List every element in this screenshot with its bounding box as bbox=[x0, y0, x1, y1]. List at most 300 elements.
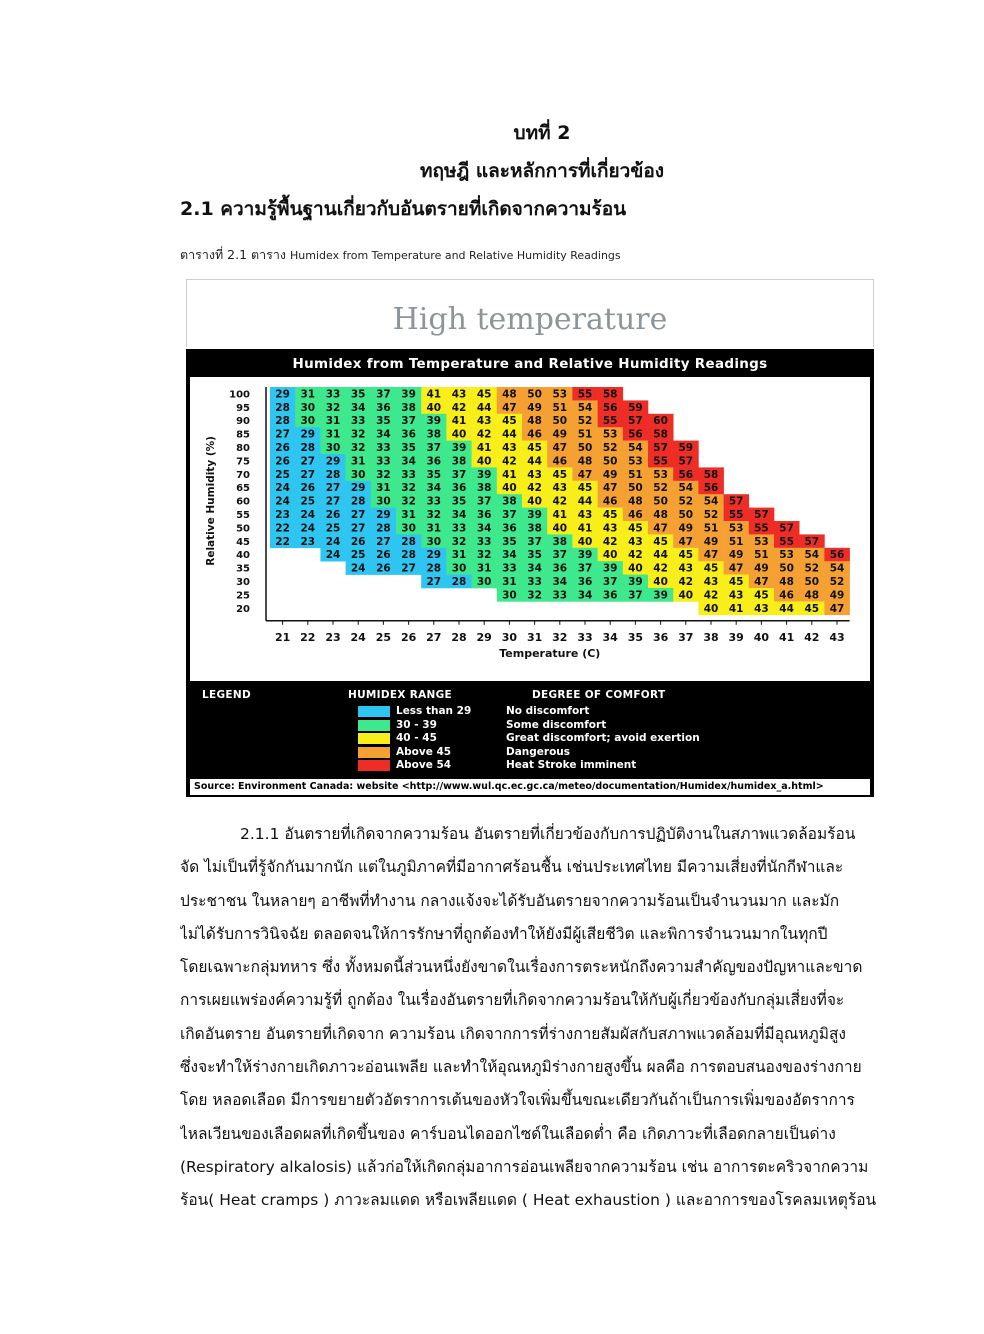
paragraph-line: โดยเฉพาะกลุ่มทหาร ซึ่ง ทั้งหมดนี้ส่วนหนึ่งยังขาดในเรื่องการตระหนักถึงความสำคัญของปัญหาและขาด bbox=[180, 958, 863, 977]
cell-value: 35 bbox=[376, 415, 391, 428]
cell-value: 49 bbox=[728, 549, 744, 562]
legend-range: Less than 29 bbox=[396, 705, 472, 717]
cell-value: 49 bbox=[527, 401, 542, 414]
cell-value: 43 bbox=[728, 589, 744, 602]
cell-value: 33 bbox=[376, 455, 391, 468]
x-tick-label: 40 bbox=[753, 630, 770, 644]
cell-value: 59 bbox=[678, 442, 694, 454]
caption-english: Humidex from Temperature and Relative Humidity Readings bbox=[290, 249, 621, 262]
cell-value: 42 bbox=[527, 482, 542, 495]
x-tick-label: 42 bbox=[804, 630, 820, 644]
cell-value: 38 bbox=[552, 535, 568, 548]
cell-value: 27 bbox=[300, 468, 316, 481]
cell-value: 47 bbox=[653, 522, 668, 535]
y-tick-label: 45 bbox=[236, 536, 250, 548]
cell-value: 42 bbox=[653, 562, 668, 575]
cell-value: 40 bbox=[602, 549, 618, 562]
cell-value: 42 bbox=[703, 589, 719, 602]
cell-value: 57 bbox=[804, 535, 820, 548]
cell-value: 31 bbox=[476, 562, 492, 575]
cell-value: 47 bbox=[502, 401, 517, 414]
y-tick-label: 85 bbox=[236, 429, 250, 441]
cell-value: 30 bbox=[376, 495, 391, 508]
x-tick-label: 43 bbox=[829, 630, 845, 644]
cell-value: 41 bbox=[577, 522, 593, 535]
cell-value: 28 bbox=[275, 401, 290, 414]
cell-value: 34 bbox=[350, 401, 366, 414]
cell-value: 44 bbox=[502, 428, 517, 441]
cell-value: 26 bbox=[376, 549, 391, 562]
cell-value: 24 bbox=[325, 549, 341, 562]
legend-comfort: Dangerous bbox=[506, 745, 571, 758]
cell-value: 24 bbox=[275, 482, 290, 495]
cell-value: 52 bbox=[602, 442, 618, 454]
x-tick-label: 34 bbox=[602, 630, 618, 644]
cell-value: 48 bbox=[804, 589, 820, 602]
cell-value: 38 bbox=[527, 522, 542, 535]
cell-value: 28 bbox=[275, 415, 290, 428]
cell-value: 39 bbox=[401, 388, 416, 401]
cell-value: 32 bbox=[401, 495, 416, 508]
cell-value: 54 bbox=[703, 495, 719, 508]
cell-value: 43 bbox=[577, 509, 593, 521]
cell-value: 41 bbox=[426, 388, 442, 401]
cell-value: 47 bbox=[829, 602, 845, 615]
legend-item bbox=[190, 732, 870, 745]
legend-range: 40 - 45 bbox=[396, 732, 437, 744]
cell-value: 41 bbox=[502, 468, 517, 481]
x-tick-label: 26 bbox=[400, 630, 417, 644]
cell-value: 42 bbox=[502, 455, 517, 468]
cell-value: 52 bbox=[703, 509, 719, 521]
cell-value: 57 bbox=[678, 455, 694, 468]
y-tick-label: 40 bbox=[236, 550, 250, 562]
cell-value: 37 bbox=[527, 535, 542, 548]
cell-value: 30 bbox=[300, 401, 316, 414]
cell-value: 32 bbox=[376, 468, 391, 481]
cell-value: 52 bbox=[653, 482, 668, 495]
cell-value: 34 bbox=[502, 549, 517, 562]
cell-value: 26 bbox=[300, 482, 316, 495]
x-tick-label: 39 bbox=[728, 630, 744, 644]
cell-value: 26 bbox=[275, 455, 290, 468]
cell-value: 25 bbox=[275, 468, 290, 481]
cell-value: 23 bbox=[275, 509, 290, 521]
cell-value: 36 bbox=[426, 455, 442, 468]
cell-value: 33 bbox=[552, 589, 568, 602]
cell-value: 29 bbox=[350, 482, 366, 495]
cell-value: 59 bbox=[628, 401, 643, 414]
y-tick-label: 65 bbox=[236, 483, 250, 495]
cell-value: 40 bbox=[653, 576, 668, 588]
cell-value: 57 bbox=[728, 495, 744, 508]
chapter-title: ทฤษฎี และหลักการที่เกี่ยวข้อง bbox=[419, 160, 665, 182]
cell-value: 41 bbox=[728, 602, 744, 615]
y-tick-label: 55 bbox=[236, 510, 250, 521]
paragraph-line: เกิดอันตราย อันตรายที่เกิดจาก ความร้อน เกิดจากการที่ร่างกายสัมผัสกับสภาพแวดล้อมที่มีอุณหภูมิสูง bbox=[180, 1024, 847, 1043]
cell-value: 44 bbox=[577, 495, 593, 508]
cell-value: 24 bbox=[300, 522, 316, 535]
chart-title: Humidex from Temperature and Relative Humidity Readings bbox=[186, 349, 874, 377]
cell-value: 49 bbox=[703, 535, 719, 548]
cell-value: 39 bbox=[653, 589, 668, 602]
cell-value: 57 bbox=[779, 522, 794, 535]
cell-value: 56 bbox=[829, 549, 845, 562]
cell-value: 36 bbox=[602, 589, 618, 602]
legend-range: Above 45 bbox=[396, 745, 452, 758]
cell-value: 54 bbox=[577, 401, 593, 414]
cell-value: 27 bbox=[401, 562, 416, 575]
cell-value: 30 bbox=[325, 442, 341, 454]
cell-value: 53 bbox=[779, 549, 794, 562]
cell-value: 51 bbox=[628, 468, 643, 481]
humidex-figure bbox=[186, 279, 874, 797]
legend-item bbox=[190, 719, 870, 732]
legend-panel bbox=[190, 683, 870, 779]
cell-value: 51 bbox=[552, 401, 568, 414]
cell-value: 30 bbox=[451, 562, 467, 575]
cell-value: 36 bbox=[376, 401, 391, 414]
cell-value: 43 bbox=[628, 535, 643, 548]
cell-value: 33 bbox=[325, 388, 341, 401]
cell-value: 54 bbox=[628, 442, 643, 454]
cell-value: 49 bbox=[829, 589, 845, 602]
cell-value: 27 bbox=[300, 455, 316, 468]
y-tick-label: 80 bbox=[236, 443, 250, 454]
cell-value: 35 bbox=[426, 468, 442, 481]
cell-value: 46 bbox=[628, 509, 643, 521]
paragraph-line: ไม่ได้รับการวินิจฉัย ตลอดจนให้การรักษาที่ถูกต้องทำให้ยังมีผู้เสียชีวิต และพิการจำนวนมากในทุกปี bbox=[180, 924, 828, 943]
cell-value: 45 bbox=[703, 562, 719, 575]
cell-value: 43 bbox=[602, 522, 618, 535]
cell-value: 31 bbox=[401, 509, 416, 521]
cell-value: 28 bbox=[426, 562, 442, 575]
cell-value: 24 bbox=[275, 495, 290, 508]
y-tick-label: 50 bbox=[236, 523, 250, 535]
cell-value: 34 bbox=[527, 562, 542, 575]
cell-value: 27 bbox=[426, 576, 442, 588]
cell-value: 27 bbox=[275, 428, 290, 441]
cell-value: 39 bbox=[527, 509, 542, 521]
cell-value: 42 bbox=[602, 535, 618, 548]
cell-value: 26 bbox=[275, 442, 290, 454]
cell-value: 33 bbox=[376, 442, 391, 454]
paragraph-line: โดย หลอดเลือด มีการขยายตัวอัตราการเต้นของหัวใจเพิ่มขึ้นขณะเดียวกันถ้าเป็นการเพิ่มของอัตราการ bbox=[180, 1091, 855, 1110]
cell-value: 32 bbox=[325, 401, 341, 414]
cell-value: 44 bbox=[476, 401, 492, 414]
cell-value: 32 bbox=[527, 589, 542, 602]
cell-value: 30 bbox=[350, 468, 366, 481]
paragraph-line: ไหลเวียนของเลือดผลที่เกิดขึ้นของ คาร์บอนไดออกไซด์ในเลือดต่ำ คือ เกิดภาวะที่เลือดกลายเป็นด่าง bbox=[180, 1124, 836, 1143]
cell-value: 55 bbox=[754, 522, 769, 535]
cell-value: 30 bbox=[502, 589, 517, 602]
cell-value: 37 bbox=[426, 442, 442, 454]
cell-value: 37 bbox=[401, 415, 416, 428]
cell-value: 40 bbox=[678, 589, 694, 602]
cell-value: 41 bbox=[552, 509, 568, 521]
cell-value: 33 bbox=[476, 535, 492, 548]
cell-value: 22 bbox=[275, 535, 290, 548]
cell-value: 26 bbox=[325, 509, 341, 521]
cell-value: 32 bbox=[350, 428, 366, 441]
cell-value: 50 bbox=[628, 482, 643, 495]
chart-plot-area bbox=[190, 377, 870, 681]
cell-value: 54 bbox=[804, 549, 820, 562]
cell-value: 46 bbox=[527, 428, 542, 441]
cell-value: 31 bbox=[325, 428, 341, 441]
cell-value: 32 bbox=[476, 549, 492, 562]
cell-value: 33 bbox=[502, 562, 517, 575]
cell-value: 51 bbox=[754, 549, 769, 562]
x-tick-label: 33 bbox=[577, 630, 593, 644]
cell-value: 60 bbox=[653, 415, 668, 428]
cell-value: 50 bbox=[779, 562, 794, 575]
cell-value: 28 bbox=[451, 576, 467, 588]
cell-value: 22 bbox=[275, 522, 290, 535]
cell-value: 40 bbox=[451, 428, 467, 441]
x-tick-label: 41 bbox=[778, 630, 795, 644]
cell-value: 34 bbox=[476, 522, 492, 535]
cell-value: 27 bbox=[350, 509, 366, 521]
cell-value: 45 bbox=[552, 468, 568, 481]
chapter-number: บทที่ 2 bbox=[513, 122, 571, 144]
cell-value: 36 bbox=[476, 509, 492, 521]
cell-value: 29 bbox=[426, 549, 442, 562]
y-tick-label: 75 bbox=[236, 456, 250, 468]
cell-value: 31 bbox=[451, 549, 467, 562]
cell-value: 24 bbox=[325, 535, 341, 548]
cell-value: 39 bbox=[577, 549, 593, 562]
cell-value: 40 bbox=[703, 602, 719, 615]
cell-value: 39 bbox=[602, 562, 618, 575]
x-tick-label: 32 bbox=[552, 630, 568, 644]
cell-value: 33 bbox=[451, 522, 467, 535]
cell-value: 32 bbox=[451, 535, 467, 548]
cell-value: 57 bbox=[754, 509, 769, 521]
cell-value: 33 bbox=[527, 576, 542, 588]
legend-item bbox=[190, 746, 870, 759]
cell-value: 55 bbox=[577, 388, 593, 401]
cell-value: 34 bbox=[552, 576, 568, 588]
degree-of-comfort-header: DEGREE OF COMFORT bbox=[532, 689, 666, 701]
caption-prefix: ตารางที่ 2.1 ตาราง bbox=[180, 247, 287, 262]
cell-value: 27 bbox=[325, 495, 341, 508]
y-tick-label: 35 bbox=[236, 563, 250, 575]
cell-value: 29 bbox=[325, 455, 341, 468]
cell-value: 38 bbox=[502, 495, 517, 508]
cell-value: 26 bbox=[350, 535, 366, 548]
x-tick-label: 24 bbox=[350, 630, 366, 644]
cell-value: 44 bbox=[653, 549, 668, 562]
cell-value: 51 bbox=[703, 522, 719, 535]
cell-value: 57 bbox=[653, 442, 668, 454]
x-tick-label: 27 bbox=[426, 630, 442, 644]
cell-value: 47 bbox=[552, 442, 568, 454]
cell-value: 27 bbox=[376, 535, 391, 548]
paragraph-line: ซึ่งจะทำให้ร่างกายเกิดภาวะอ่อนเพลีย และทำให้อุณหภูมิร่างกายสูงขึ้น ผลคือ การตอบสนองของร่างกาย bbox=[180, 1058, 862, 1077]
cell-value: 55 bbox=[653, 455, 668, 468]
cell-value: 47 bbox=[602, 482, 618, 495]
cell-value: 32 bbox=[426, 509, 442, 521]
x-axis-label: Temperature (C) bbox=[499, 646, 601, 660]
cell-value: 41 bbox=[451, 415, 467, 428]
cell-value: 47 bbox=[754, 576, 769, 588]
cell-value: 26 bbox=[376, 562, 391, 575]
cell-value: 33 bbox=[401, 468, 416, 481]
cell-value: 35 bbox=[401, 442, 416, 454]
cell-value: 44 bbox=[527, 455, 542, 468]
cell-value: 53 bbox=[602, 428, 618, 441]
cell-value: 49 bbox=[678, 522, 694, 535]
cell-value: 45 bbox=[502, 415, 517, 428]
cell-value: 45 bbox=[628, 522, 643, 535]
cell-value: 30 bbox=[476, 576, 492, 588]
legend-range: 30 - 39 bbox=[396, 718, 437, 731]
cell-value: 36 bbox=[401, 428, 416, 441]
cell-value: 50 bbox=[804, 576, 820, 588]
cell-value: 45 bbox=[678, 549, 694, 562]
cell-value: 53 bbox=[754, 535, 769, 548]
cell-value: 40 bbox=[476, 455, 492, 468]
cell-value: 37 bbox=[628, 589, 643, 602]
cell-value: 46 bbox=[602, 495, 618, 508]
paragraph-line: ร้อน( Heat cramps ) ภาวะลมแดด หรือเพลียแดด ( Heat exhaustion ) และอาการของโรคลมเหตุร้อน bbox=[180, 1191, 877, 1210]
cell-value: 29 bbox=[376, 509, 391, 521]
cell-value: 37 bbox=[552, 549, 568, 562]
x-tick-label: 35 bbox=[627, 630, 644, 644]
cell-value: 31 bbox=[426, 522, 442, 535]
y-tick-label: 100 bbox=[229, 389, 250, 401]
cell-value: 34 bbox=[376, 428, 391, 441]
cell-value: 42 bbox=[552, 495, 568, 508]
cell-value: 45 bbox=[577, 482, 593, 495]
cell-value: 33 bbox=[350, 415, 366, 428]
y-tick-label: 95 bbox=[236, 402, 250, 414]
cell-value: 58 bbox=[653, 428, 668, 441]
cell-value: 47 bbox=[577, 468, 593, 481]
cell-value: 45 bbox=[804, 602, 820, 615]
cell-value: 53 bbox=[552, 388, 568, 401]
cell-value: 37 bbox=[451, 468, 467, 481]
figure-heading: High temperature bbox=[392, 302, 668, 337]
cell-value: 38 bbox=[476, 482, 492, 495]
x-tick-label: 28 bbox=[451, 630, 467, 644]
cell-value: 51 bbox=[728, 535, 744, 548]
cell-value: 52 bbox=[678, 495, 694, 508]
legend-swatch bbox=[358, 747, 390, 758]
cell-value: 35 bbox=[527, 549, 542, 562]
cell-value: 58 bbox=[703, 468, 719, 481]
cell-value: 31 bbox=[502, 576, 517, 588]
cell-value: 48 bbox=[779, 576, 794, 588]
legend-range: Above 54 bbox=[396, 759, 452, 771]
cell-value: 24 bbox=[350, 562, 366, 575]
humidex-range-header: HUMIDEX RANGE bbox=[348, 689, 452, 701]
cell-value: 48 bbox=[653, 509, 668, 521]
x-tick-label: 36 bbox=[652, 630, 669, 644]
cell-value: 40 bbox=[502, 482, 517, 495]
cell-value: 29 bbox=[275, 388, 290, 401]
cell-value: 49 bbox=[754, 562, 769, 575]
y-tick-label: 30 bbox=[236, 577, 250, 588]
cell-value: 27 bbox=[350, 522, 366, 535]
cell-value: 31 bbox=[300, 388, 316, 401]
cell-value: 34 bbox=[451, 509, 467, 521]
cell-value: 50 bbox=[577, 442, 593, 454]
paragraph-line: การเผยแพร่องค์ความรู้ที่ ถูกต้อง ในเรื่องอันตรายที่เกิดจากความร้อนให้กับผู้เกี่ยวข้องกับกลุ่มเสี่ยงที่จะ bbox=[180, 991, 845, 1010]
cell-value: 27 bbox=[325, 482, 341, 495]
legend-swatch bbox=[358, 720, 390, 731]
cell-value: 28 bbox=[325, 468, 341, 481]
cell-value: 45 bbox=[476, 388, 492, 401]
cell-value: 28 bbox=[350, 495, 366, 508]
legend-swatch bbox=[358, 706, 390, 717]
cell-value: 32 bbox=[350, 442, 366, 454]
x-tick-label: 22 bbox=[300, 630, 316, 644]
cell-value: 42 bbox=[628, 549, 643, 562]
cell-value: 34 bbox=[401, 455, 416, 468]
cell-value: 50 bbox=[527, 388, 542, 401]
cell-value: 50 bbox=[602, 455, 618, 468]
legend-comfort: No discomfort bbox=[506, 705, 590, 717]
cell-value: 40 bbox=[527, 495, 542, 508]
paragraph-line: จัด ไม่เป็นที่รู้จักกันมากนัก แต่ในภูมิภาคที่มีอากาศร้อนชื้น เช่นประเทศไทย มีความเสี่ยงที่นักกีฬาและ bbox=[180, 858, 844, 877]
cell-value: 35 bbox=[502, 535, 517, 548]
cell-value: 38 bbox=[401, 401, 416, 414]
y-axis-label: Relative Humidity (%) bbox=[205, 436, 217, 566]
cell-value: 57 bbox=[628, 415, 643, 428]
legend-swatch bbox=[358, 733, 390, 744]
humidex-heatmap bbox=[190, 377, 870, 681]
legend-comfort: Some discomfort bbox=[506, 718, 607, 731]
cell-value: 38 bbox=[426, 428, 442, 441]
legend-comfort: Heat Stroke imminent bbox=[506, 759, 637, 771]
cell-value: 39 bbox=[426, 415, 442, 428]
cell-value: 36 bbox=[552, 562, 568, 575]
cell-value: 43 bbox=[678, 562, 694, 575]
cell-value: 25 bbox=[325, 522, 341, 535]
legend-item bbox=[190, 705, 870, 718]
y-tick-label: 20 bbox=[236, 603, 250, 615]
cell-value: 50 bbox=[552, 415, 568, 428]
cell-value: 43 bbox=[451, 388, 467, 401]
cell-value: 45 bbox=[728, 576, 744, 588]
cell-value: 53 bbox=[628, 455, 643, 468]
body-paragraph bbox=[180, 818, 894, 1218]
cell-value: 56 bbox=[628, 428, 643, 441]
cell-value: 42 bbox=[678, 576, 694, 588]
cell-value: 43 bbox=[502, 442, 517, 454]
cell-value: 49 bbox=[602, 468, 618, 481]
cell-value: 31 bbox=[376, 482, 391, 495]
cell-value: 48 bbox=[577, 455, 593, 468]
x-tick-label: 21 bbox=[274, 630, 291, 644]
cell-value: 45 bbox=[527, 442, 542, 454]
x-tick-label: 31 bbox=[526, 630, 543, 644]
source-note: Source: Environment Canada: website <http://www.wul.qc.ec.gc.ca/meteo/documentation/Humidex/humidex_a.html> bbox=[190, 779, 870, 795]
y-tick-label: 25 bbox=[236, 590, 250, 602]
x-tick-label: 23 bbox=[325, 630, 341, 644]
cell-value: 34 bbox=[577, 589, 593, 602]
cell-value: 40 bbox=[552, 522, 568, 535]
cell-value: 30 bbox=[426, 535, 442, 548]
cell-value: 47 bbox=[703, 549, 719, 562]
cell-value: 54 bbox=[678, 482, 694, 495]
cell-value: 25 bbox=[350, 549, 366, 562]
cell-value: 35 bbox=[451, 495, 467, 508]
section-heading: 2.1 ความรู้พื้นฐานเกี่ยวกับอันตรายที่เกิดจากความร้อน bbox=[180, 198, 627, 220]
cell-value: 39 bbox=[451, 442, 467, 454]
